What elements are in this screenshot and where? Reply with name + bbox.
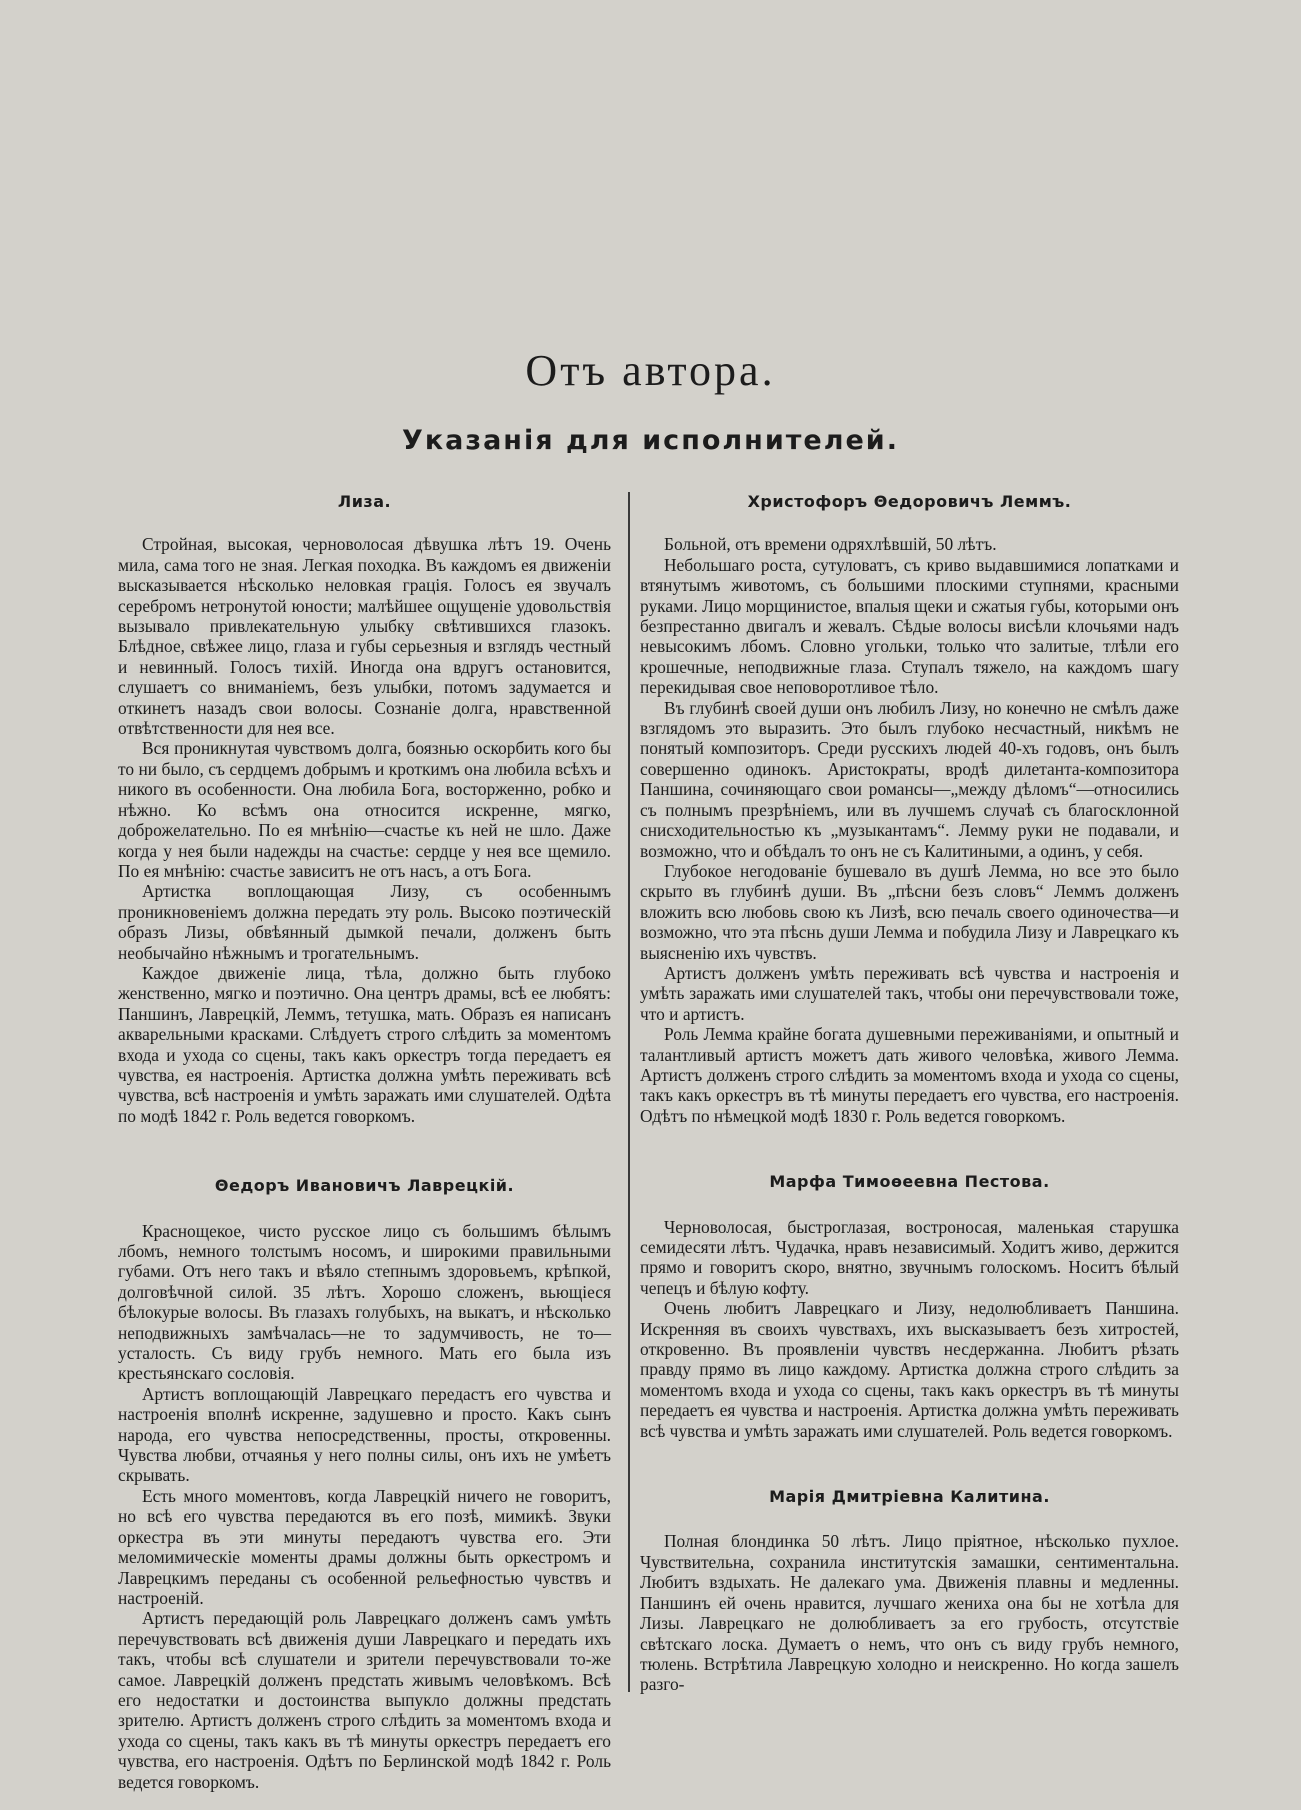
paragraph: Больной, отъ времени одряхлѣвшій, 50 лѣтъ. [664, 534, 997, 555]
left-column [118, 492, 611, 1792]
paragraph: Артистъ долженъ умѣть переживать всѣ чувства и настроенія и умѣть заражать ими слушателей такъ, чтобы они перечувствовали тоже, что и артистъ. [640, 962, 1179, 1024]
column-divider [628, 492, 630, 1692]
paragraph: Краснощекое, чисто русское лицо съ большимъ бѣлымъ лбомъ, немного толстымъ носомъ, и широкими правильными губами. Отъ него такъ и вѣяло степнымъ здоровьемъ, крѣпкой, долговѣчной силой. 35 лѣтъ. Хорошо сложенъ, вьющіеся бѣлокурые волосы. Въ глазахъ голубыхъ, на выкатъ, и нѣсколько неподвижныхъ замѣчалась—не то задумчивость, не то—усталость. Съ виду грубъ немного. Мать его была изъ крестьянскаго сословія. [118, 1220, 611, 1384]
paragraph: Вся проникнутая чувствомъ долга, боязнью оскорбить кого бы то ни было, съ сердцемъ добрымъ и кроткимъ она любила всѣхъ и никого въ особенности. Она любила Бога, восторженно, робко и нѣжно. Ко всѣмъ она относится искренне, мягко, доброжелательно. По ея мнѣнію—счастье къ ней не шло. Даже когда у нея были надежды на счастье: сердце у нея все щемило. По ея мнѣнію: счастье зависитъ не отъ насъ, а отъ Бога. [118, 738, 611, 881]
paragraph: Въ глубинѣ своей души онъ любилъ Лизу, но конечно не смѣлъ даже взглядомъ это выразить. Это былъ глубоко несчастный, никѣмъ не понятый композиторъ. Среди русскихъ людей 40-хъ годовъ, онъ былъ совершенно одинокъ. Аристократы, вродѣ дилетанта-композитора Паншина, сочиняющаго свои романсы—„между дѣломъ“—относились съ полнымъ презрѣніемъ, или въ лучшемъ случаѣ съ благосклонной снисходительностью къ „музыкантамъ“. Лемму руки не подавали, и возможно, что и обѣдалъ то онъ не съ Калитиными, а одинъ, у себя. [640, 697, 1179, 861]
paragraph: Полная блондинка 50 лѣтъ. Лицо пріятное, нѣсколько пухлое. Чувствительна, сохранила институтскія замашки, сентиментальна. Любитъ вздыхать. Не далекаго ума. Движенія плавны и медленны. Паншинъ ей очень нравится, лучшаго жениха она бы не хотѣла для Лизы. Лаврецкаго не долюбливаетъ за его грубость, отсутствіе свѣтскаго лоска. Думаетъ о немъ, что онъ съ виду грубъ немного, тюлень. Встрѣтила Лаврецкую холодно и неискренно. Но когда зашелъ разго- [640, 1531, 1179, 1695]
paragraph: Стройная, высокая, черноволосая дѣвушка лѣтъ 19. Очень мила, сама того не зная. Легкая походка. Въ каждомъ ея движеніи высказывается нѣсколько неловкая грація. Голосъ ея звучалъ серебромъ нетронутой юности; малѣйшее ощущеніе удовольствія вызывало привлекательную улыбку свѣтившихся глазокъ. Блѣдное, свѣжее лицо, глаза и губы серьезныя и взглядъ честный и невинный. Голосъ тихій. Иногда она вдругъ остановится, слушаетъ со вниманіемъ, безъ улыбки, потомъ задумается и откинетъ назадъ свои волосы. Сознаніе долга, нравственной отвѣтственности для нея все. [118, 534, 611, 739]
paragraph: Артистъ передающій роль Лаврецкаго долженъ самъ умѣть перечувствовать всѣ движенія души Лаврецкаго и передать ихъ такъ, чтобы всѣ слушатели и зрители перечувствовали то-же самое. Лаврецкій долженъ предстать живымъ человѣкомъ. Всѣ его недостатки и достоинства выпукло должны предстать зрителю. Артистъ долженъ строго слѣдить за моментомъ входа и ухода со сцены, такъ какъ въ тѣ минуты оркестръ передаетъ его чувства, его настроенія. Одѣтъ по Берлинской модѣ 1842 г. Роль ведется говоркомъ. [118, 1608, 611, 1792]
paragraph: Артистъ воплощающій Лаврецкаго передастъ его чувства и настроенія вполнѣ искренне, задушевно и просто. Какъ сынъ народа, его чувства непосредственны, просты, откровенны. Чувства любви, отчаянья у него полны силы, онъ ихъ не умѣетъ скрывать. [118, 1383, 611, 1486]
paragraph: Каждое движеніе лица, тѣла, должно быть глубоко женственно, мягко и поэтично. Она центръ драмы, всѣ ее любятъ: Паншинъ, Лаврецкій, Леммъ, тетушка, мать. Образъ ея написанъ акварельными красками. Слѣдуетъ строго слѣдить за моментомъ входа и ухода со сцены, такъ какъ оркестръ тогда передаетъ ея чувства, ея настроенія. Артистка должна умѣть переживать всѣ чувства, всѣ настроенія и умѣть заражать ими слушателей. Одѣта по модѣ 1842 г. Роль ведется говоркомъ. [118, 962, 611, 1126]
paragraph: Небольшаго роста, сутуловатъ, съ криво выдавшимися лопатками и втянутымъ животомъ, съ большими плоскими ступнями, красными руками. Лицо морщинистое, впалыя щеки и сжатыя губы, которыми онъ безпрестанно двигалъ и жевалъ. Сѣдые волосы висѣли клочьями надъ невысокимъ лбомъ. Словно угольки, только что залитые, тлѣли его крошечные, неподвижные глаза. Ступалъ тяжело, на каждомъ шагу перекидывая свое неповоротливое тѣло. [640, 554, 1179, 698]
paragraph: Черноволосая, быстроглазая, востроносая, маленькая старушка семидесяти лѣтъ. Чудачка, нравъ независимый. Ходитъ живо, держится прямо и говоритъ скоро, внятно, звучнымъ голоскомъ. Носитъ бѣлый чепецъ и бѣлую кофту. [640, 1216, 1179, 1298]
paragraph: Очень любитъ Лаврецкаго и Лизу, недолюбливаетъ Паншина. Искренняя въ своихъ чувствахъ, ихъ высказываетъ безъ хитростей, откровенно. Въ проявленіи чувствъ несдержанна. Любитъ рѣзать правду прямо въ лицо каждому. Артистка должна строго слѣдить за моментомъ входа и ухода со сцены, такъ какъ оркестръ въ тѣ минуты передаетъ ея чувства и настроенія. Артистка должна умѣть переживать всѣ чувства и умѣть заражать ими слушателей. Роль ведется говоркомъ. [640, 1298, 1179, 1441]
paragraph: Роль Лемма крайне богата душевными переживаніями, и опытный и талантливый артистъ можетъ дать живого человѣка, живого Лемма. Артистъ долженъ строго слѣдить за моментомъ входа и ухода со сцены, такъ какъ оркестръ въ тѣ минуты передаетъ его чувства, его настроенія. Одѣтъ по нѣмецкой модѣ 1830 г. Роль ведется говоркомъ. [640, 1024, 1179, 1126]
paragraph: Глубокое негодованіе бушевало въ душѣ Лемма, но все это было скрыто въ глубинѣ души. Въ „пѣсни безъ словъ“ Леммъ долженъ вложить всю любовь свою къ Лизѣ, всю печаль своего одиночества—и возможно, что эта пѣснь души Лемма и побудила Лизу и Лаврецкаго къ выясненію ихъ чувствъ. [640, 860, 1179, 963]
section-heading-lemm: Христофоръ Θедоровичъ Леммъ. [747, 492, 1072, 511]
section-heading-liza: Лиза. [337, 492, 392, 511]
paragraph: Есть много моментовъ, когда Лаврецкій ничего не говоритъ, но всѣ его чувства передаются въ его позѣ, мимикѣ. Звуки оркестра въ эти минуты передаютъ чувства его. Эти меломимическіе моменты драмы должны быть оркестромъ и Лаврецкимъ переданы съ особенной рельефностью чувствъ и настроеній. [118, 1485, 611, 1608]
page-title: Отъ автора. [525, 346, 776, 395]
paragraph: Артистка воплощающая Лизу, съ особеннымъ проникновеніемъ должна передать эту роль. Высоко поэтическій образъ Лизы, обвѣянный дымкой печали, долженъ быть необычайно нѣжнымъ и трогательнымъ. [118, 881, 611, 963]
section-heading-marfa: Марфа Тимоѳеевна Пестова. [769, 1172, 1050, 1192]
section-heading-lavretsky: Θедоръ Ивановичъ Лаврецкій. [214, 1176, 515, 1196]
section-heading-maria: Марія Дмитріевна Калитина. [769, 1487, 1050, 1507]
page-subtitle: Указанія для исполнителей. [402, 425, 899, 456]
right-column [640, 492, 1179, 1695]
